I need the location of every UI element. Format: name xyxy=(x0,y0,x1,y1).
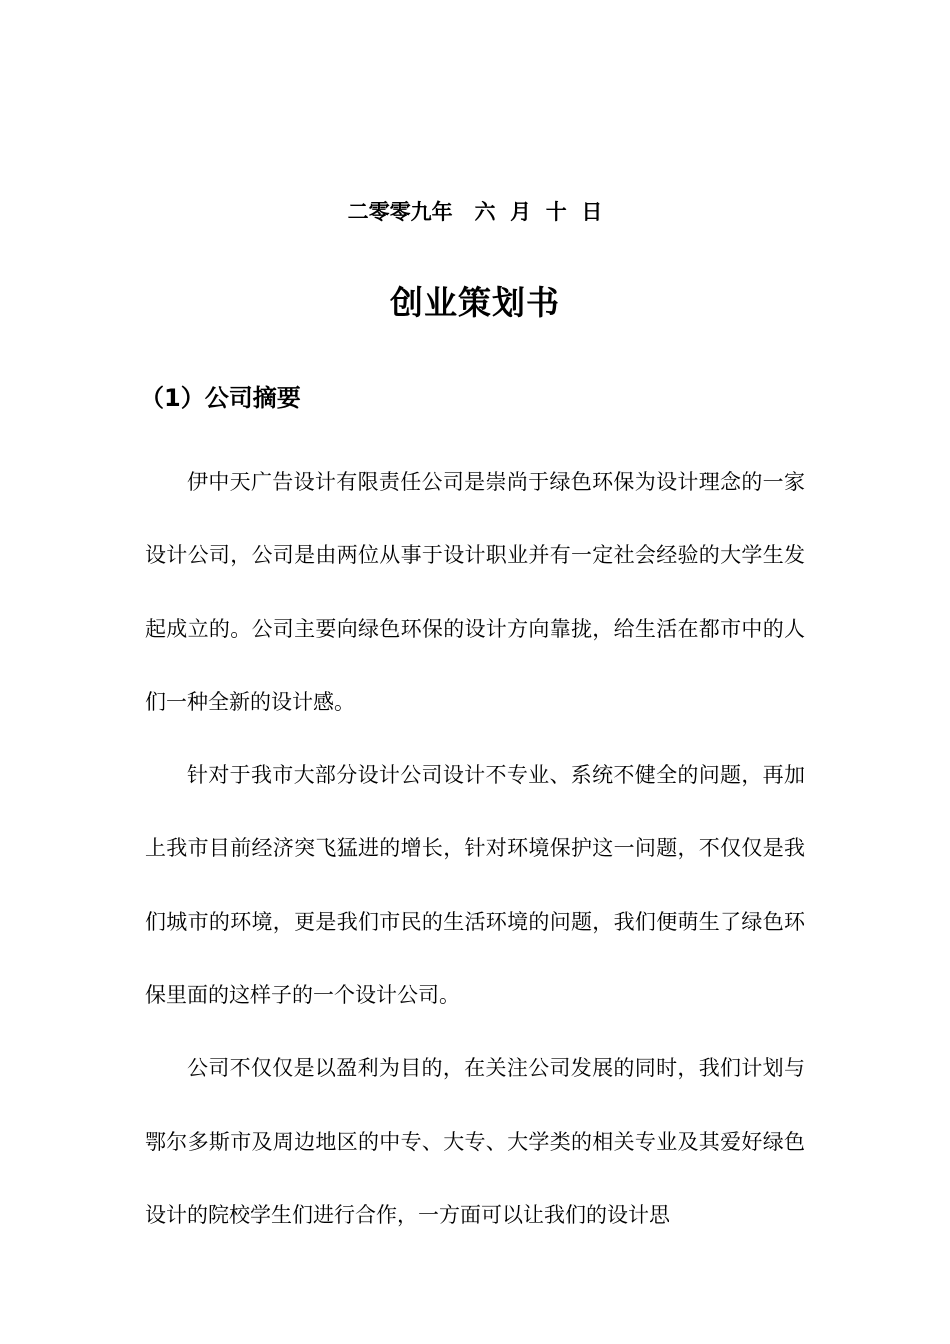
date-line: 二零零九年 六 月 十 日 xyxy=(347,200,603,224)
body-text xyxy=(145,446,805,1252)
document-title: 创业策划书 xyxy=(390,283,560,322)
section-heading: （1）公司摘要 xyxy=(140,384,301,412)
paragraph-company-intro: 伊中天广告设计有限责任公司是崇尚于绿色环保为设计理念的一家设计公司，公司是由两位从事于设计职业并有一定社会经验的大学生发起成立的。公司主要向绿色环保的设计方向靠拢，给生活在都市中的人们一种全新的设计感。 xyxy=(145,470,805,714)
paragraph-cooperation: 公司不仅仅是以盈利为目的，在关注公司发展的同时，我们计划与鄂尔多斯市及周边地区的中专、大专、大学类的相关专业及其爱好绿色设计的院校学生们进行合作，一方面可以让我们的设计思 xyxy=(145,1056,805,1227)
paragraph-motivation: 针对于我市大部分设计公司设计不专业、系统不健全的问题，再加上我市目前经济突飞猛进的增长，针对环境保护这一问题，不仅仅是我们城市的环境，更是我们市民的生活环境的问题，我们便萌生了绿色环保里面的这样子的一个设计公司。 xyxy=(145,763,805,1008)
